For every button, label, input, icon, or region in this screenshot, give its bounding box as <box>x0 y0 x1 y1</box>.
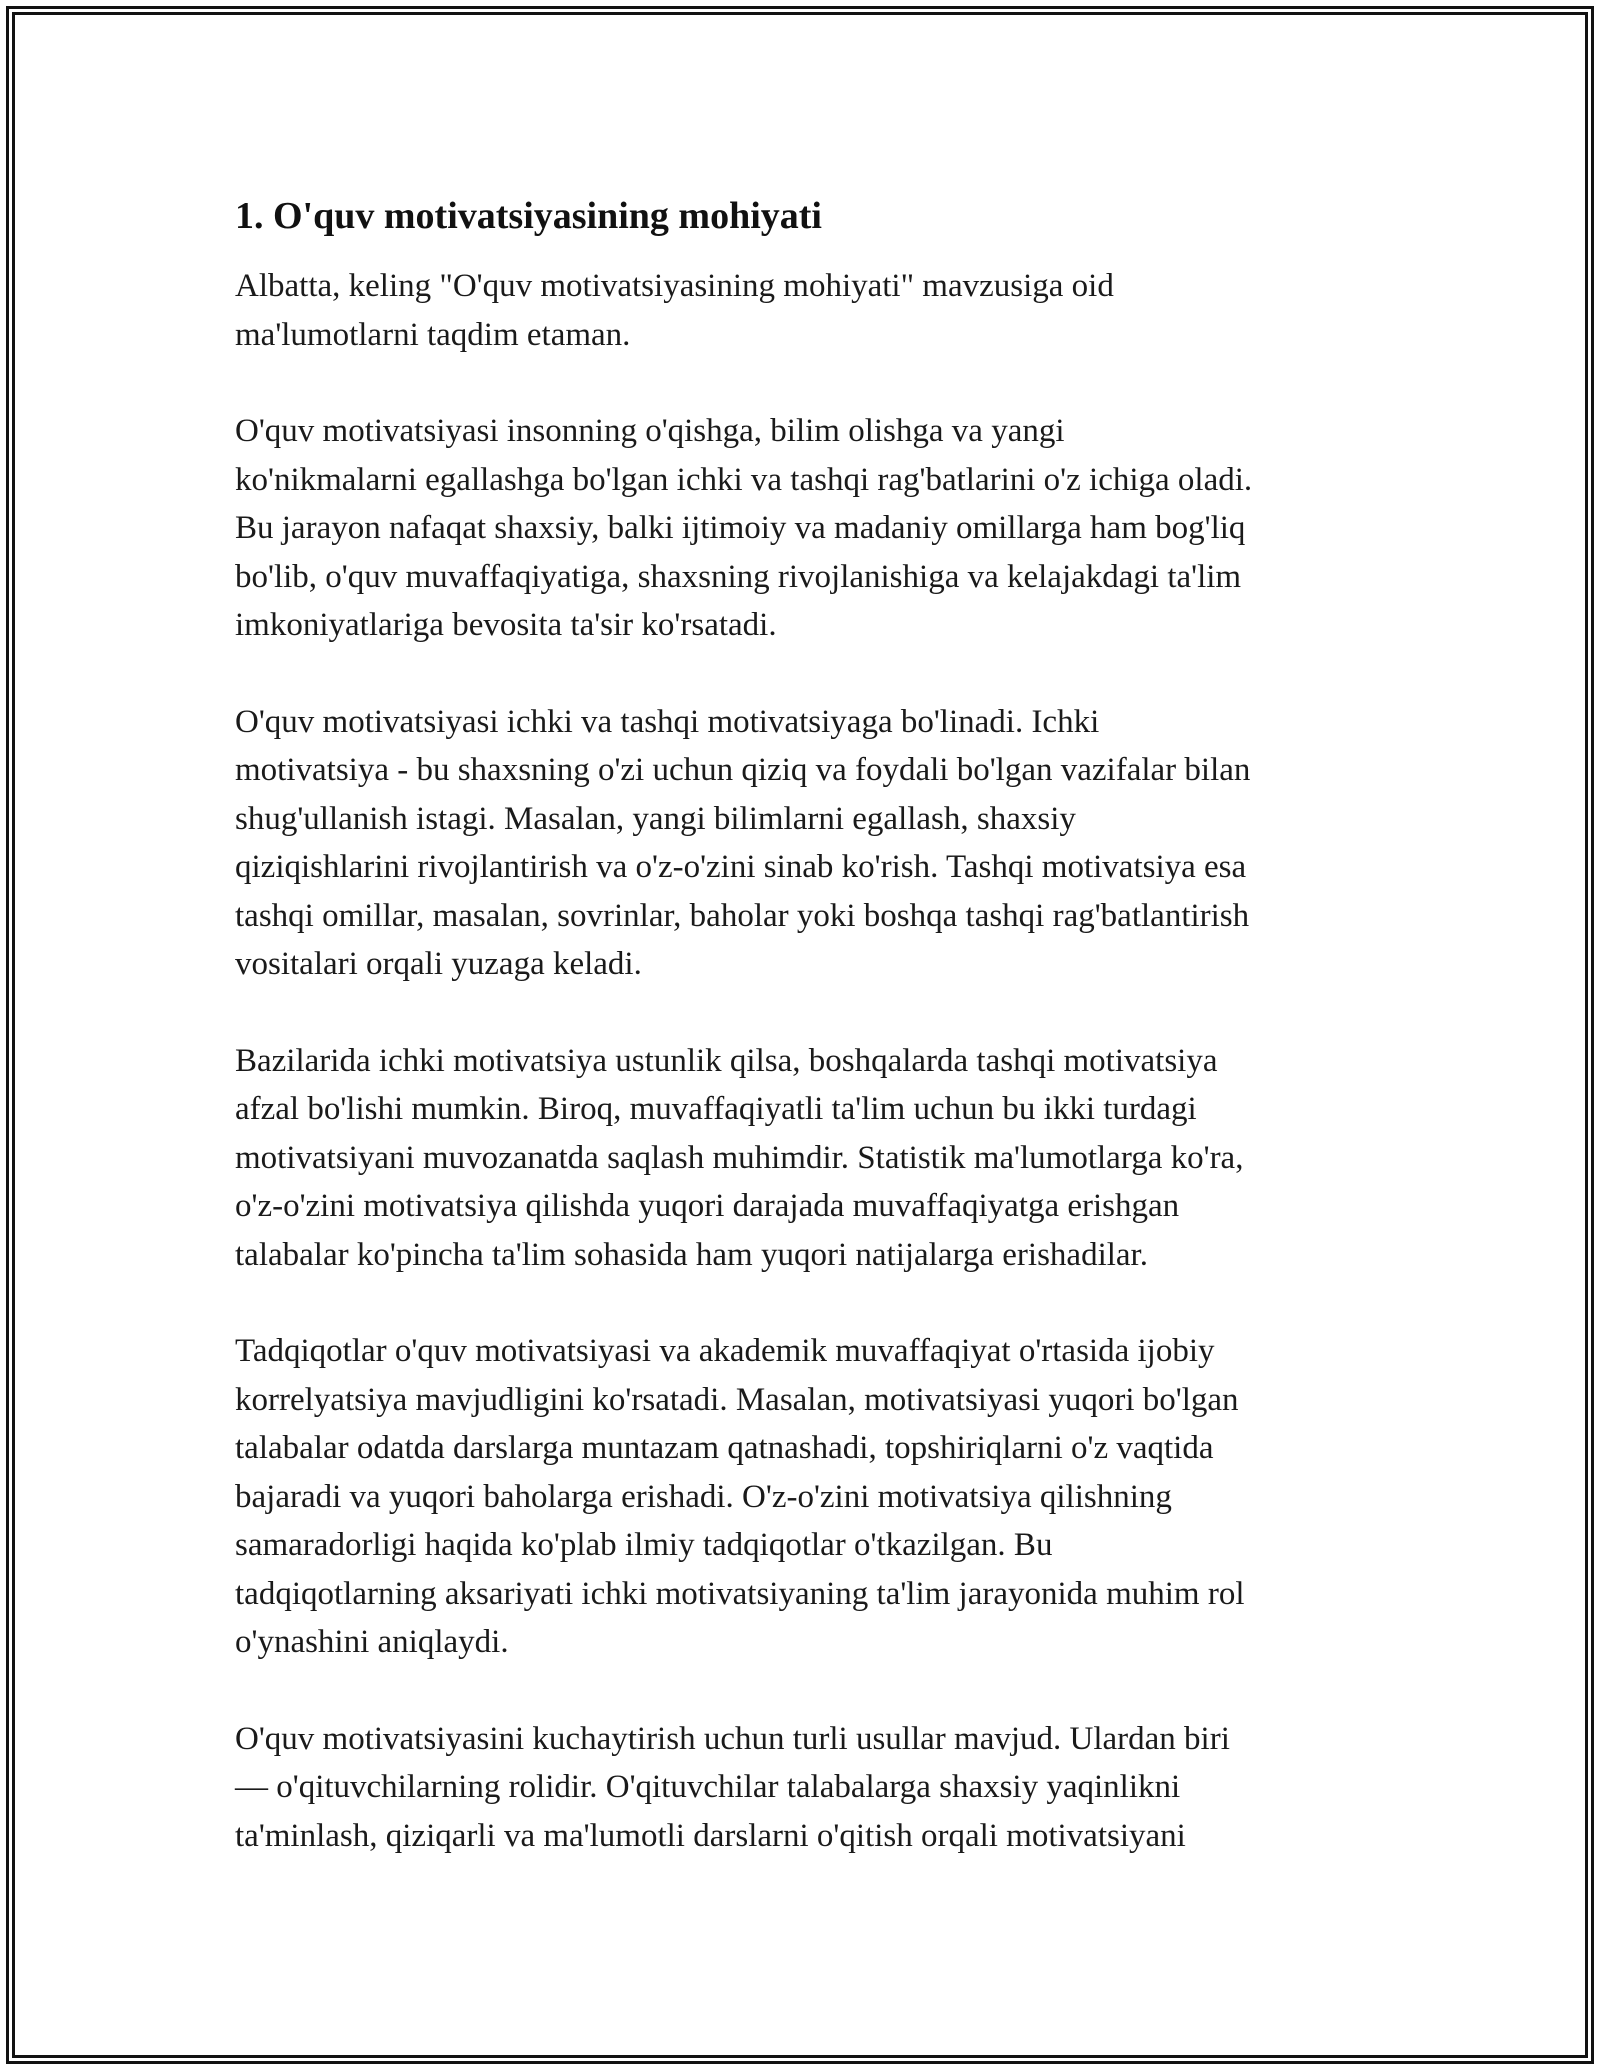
paragraph-methods: O'quv motivatsiyasini kuchaytirish uchun turli usullar mavjud. Ulardan biri — o'qituvchilarning rolidir. O'qituvchilar talabalarga shaxsiy yaqinlikni ta'minlash, qiziqarli va ma'lumotli darslarni o'qitish orqali motivatsiyani <box>235 1720 1230 1854</box>
document-body <box>235 190 1375 1908</box>
paragraph-types: O'quv motivatsiyasi ichki va tashqi motivatsiyaga bo'linadi. Ichki motivatsiya - bu shaxsning o'zi uchun qiziq va foydali bo'lgan vazifalar bilan shug'ullanish istagi. Masalan, yangi bilimlarni egallash, shaxsiy qiziqishlarini rivojlantirish va o'z-o'zini sinab ko'rish. Tashqi motivatsiya esa tashqi omillar, masalan, sovrinlar, baholar yoki boshqa tashqi rag'batlantirish vositalari orqali yuzaga keladi. <box>235 703 1251 982</box>
paragraph-definition: O'quv motivatsiyasi insonning o'qishga, bilim olishga va yangi ko'nikmalarni egallashga bo'lgan ichki va tashqi rag'batlarini o'z ichiga oladi. Bu jarayon nafaqat shaxsiy, balki ijtimoiy va madaniy omillarga ham bog'liq bo'lib, o'quv muvaffaqiyatiga, shaxsning rivojlanishiga va kelajakdagi ta'lim imkoniyatlariga bevosita ta'sir ko'rsatadi. <box>235 413 1253 643</box>
paragraph-balance: Bazilarida ichki motivatsiya ustunlik qilsa, boshqalarda tashqi motivatsiya afzal bo'lishi mumkin. Biroq, muvaffaqiyatli ta'lim uchun bu ikki turdagi motivatsiyani muvozanatda saqlash muhimdir. Statistik ma'lumotlarga ko'ra, o'z-o'zini motivatsiya qilishda yuqori darajada muvaffaqiyatga erishgan talabalar ko'pincha ta'lim sohasida ham yuqori natijalarga erishadilar. <box>235 1042 1244 1273</box>
section-heading: 1. O'quv motivatsiyasining mohiyati <box>235 195 822 237</box>
paragraph-intro: Albatta, keling "O'quv motivatsiyasining mohiyati" mavzusiga oid ma'lumotlarni taqdim etaman. <box>235 268 1114 353</box>
paragraph-research: Tadqiqotlar o'quv motivatsiyasi va akademik muvaffaqiyat o'rtasida ijobiy korrelyatsiya mavjudligini ko'rsatadi. Masalan, motivatsiyasi yuqori bo'lgan talabalar odatda darslarga muntazam qatnashadi, topshiriqlarni o'z vaqtida bajaradi va yuqori baholarga erishadi. O'z-o'zini motivatsiya qilishning samaradorligi haqida ko'plab ilmiy tadqiqotlar o'tkazilgan. Bu tadqiqotlarning aksariyati ichki motivatsiyaning ta'lim jarayonida muhim rol o'ynashini aniqlaydi. <box>235 1333 1245 1660</box>
